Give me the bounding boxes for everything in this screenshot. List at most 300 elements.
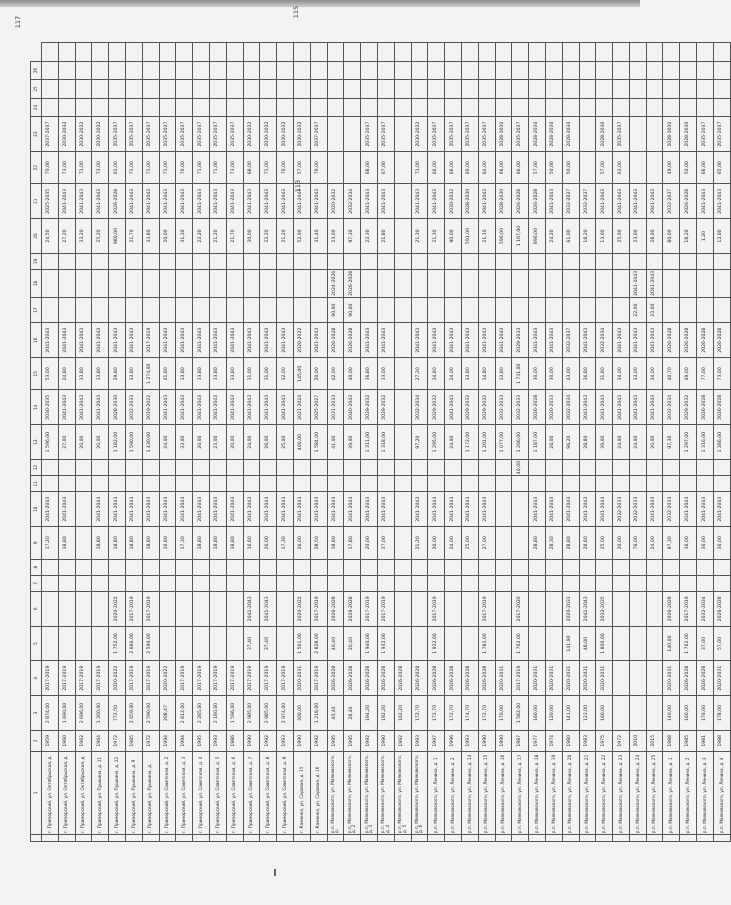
address-cell: р.п. Маяковского, ул. Ленина, д. 25 bbox=[646, 751, 663, 834]
table-cell: 2031-2033 bbox=[327, 390, 344, 425]
table-cell bbox=[697, 835, 714, 842]
table-cell bbox=[209, 835, 226, 842]
table-cell bbox=[562, 43, 579, 62]
table-cell bbox=[327, 117, 344, 152]
table-cell bbox=[260, 61, 277, 80]
table-cell: 2026-2028 bbox=[697, 323, 714, 358]
table-cell: 2020-2031 bbox=[579, 661, 596, 696]
table-cell bbox=[377, 459, 394, 475]
table-cell: 21,70 bbox=[226, 219, 243, 254]
header-cell: 21 bbox=[31, 184, 42, 219]
table-cell bbox=[310, 98, 327, 117]
table-cell bbox=[428, 80, 445, 99]
table-cell: 2041-2043 bbox=[579, 492, 596, 527]
table-cell bbox=[512, 270, 529, 298]
header-cell: 25 bbox=[31, 80, 42, 99]
table-cell: 170,00 bbox=[495, 696, 512, 731]
address-cell: р.п. Маяковского, ул. Ленина, д. 23 bbox=[613, 751, 630, 834]
table-cell bbox=[75, 43, 92, 62]
table-cell bbox=[428, 559, 445, 575]
table-cell bbox=[226, 61, 243, 80]
table-cell: 1994 bbox=[176, 730, 193, 751]
table-cell: 2017-2019 bbox=[377, 591, 394, 626]
table-cell bbox=[226, 270, 243, 298]
table-cell bbox=[629, 626, 646, 661]
table-cell bbox=[562, 98, 579, 117]
table-cell bbox=[529, 253, 546, 269]
table-cell: 2035-2037 bbox=[445, 117, 462, 152]
table-cell bbox=[226, 98, 243, 117]
table-row bbox=[293, 43, 310, 842]
table-cell: 97,30 bbox=[663, 527, 680, 559]
table-cell: 71,00 bbox=[411, 152, 428, 184]
table-cell bbox=[142, 835, 159, 842]
table-cell bbox=[545, 43, 562, 62]
table-cell: 2041-2043 bbox=[646, 492, 663, 527]
table-cell: 2041-2043 bbox=[109, 323, 126, 358]
table-cell: 2017-2019 bbox=[277, 661, 294, 696]
table-cell: 26,00 bbox=[260, 425, 277, 460]
table-cell: 2032-2033 bbox=[125, 390, 142, 425]
table-cell bbox=[75, 270, 92, 298]
table-cell: 2041-2043 bbox=[42, 323, 59, 358]
table-cell: 18,80 bbox=[142, 527, 159, 559]
table-cell bbox=[310, 43, 327, 62]
table-cell: 36,00 bbox=[680, 527, 697, 559]
table-cell: 1975 bbox=[596, 730, 613, 751]
table-cell bbox=[176, 98, 193, 117]
table-row bbox=[344, 43, 361, 842]
table-cell: 1 316,00 bbox=[697, 425, 714, 460]
table-cell bbox=[344, 61, 361, 80]
table-cell: 2026-2028 bbox=[344, 661, 361, 696]
table-cell: 2041-2043 bbox=[411, 492, 428, 527]
table-cell: 71,00 bbox=[125, 152, 142, 184]
table-cell bbox=[629, 253, 646, 269]
table-cell: 76,00 bbox=[629, 527, 646, 559]
table-cell bbox=[209, 253, 226, 269]
table-cell: 2041-2043 bbox=[629, 323, 646, 358]
header-cell: 24 bbox=[31, 98, 42, 117]
address-cell: г. Приморский, ул. Советская, д. 6 bbox=[226, 751, 243, 834]
page-number-middle: 113 bbox=[294, 179, 303, 193]
table-cell: 2032-2033 bbox=[512, 390, 529, 425]
table-cell: 1992 bbox=[361, 730, 378, 751]
table-cell: 66,00 bbox=[428, 152, 445, 184]
table-cell bbox=[92, 459, 109, 475]
table-cell bbox=[159, 43, 176, 62]
table-cell bbox=[461, 270, 478, 298]
table-cell bbox=[361, 43, 378, 62]
table-cell bbox=[327, 43, 344, 62]
table-cell: 2 590,00 bbox=[142, 696, 159, 731]
table-cell bbox=[394, 459, 411, 475]
table-cell bbox=[293, 476, 310, 492]
table-cell bbox=[42, 253, 59, 269]
table-cell bbox=[713, 476, 730, 492]
table-cell bbox=[277, 476, 294, 492]
table-cell: 28,80 bbox=[579, 527, 596, 559]
table-cell bbox=[42, 626, 59, 661]
table-cell bbox=[226, 253, 243, 269]
table-cell: 2032-2037 bbox=[562, 184, 579, 219]
table-cell bbox=[75, 80, 92, 99]
table-cell bbox=[344, 559, 361, 575]
table-cell: 24,00 bbox=[613, 425, 630, 460]
table-cell bbox=[394, 527, 411, 559]
table-cell bbox=[478, 575, 495, 591]
table-cell bbox=[529, 98, 546, 117]
table-cell bbox=[361, 459, 378, 475]
table-cell bbox=[344, 476, 361, 492]
table-cell: 2041-2043 bbox=[159, 492, 176, 527]
table-cell: 1985 bbox=[680, 730, 697, 751]
table-cell: 2032-2037 bbox=[663, 184, 680, 219]
table-cell: 2035-2037 bbox=[428, 117, 445, 152]
table-cell bbox=[579, 80, 596, 99]
table-cell: 172,70 bbox=[411, 696, 428, 731]
table-body bbox=[42, 43, 731, 842]
table-cell: 2 812,00 bbox=[176, 696, 193, 731]
table-cell bbox=[629, 98, 646, 117]
table-cell: 52,00 bbox=[293, 219, 310, 254]
table-cell: 66,00 bbox=[697, 152, 714, 184]
table-cell bbox=[109, 575, 126, 591]
table-cell bbox=[42, 297, 59, 322]
table-cell: 2017-2019 bbox=[428, 591, 445, 626]
table-cell bbox=[596, 559, 613, 575]
table-cell bbox=[445, 43, 462, 62]
table-cell bbox=[159, 559, 176, 575]
table-cell: 22,20 bbox=[260, 219, 277, 254]
table-cell: 2041-2043 bbox=[545, 184, 562, 219]
table-cell: 33,00 bbox=[377, 358, 394, 390]
table-cell bbox=[495, 61, 512, 80]
table-cell: 39,00 bbox=[596, 425, 613, 460]
table-cell: 1959 bbox=[42, 730, 59, 751]
address-cell: р.п. Маяковского, ул. Ленина, д. 16 bbox=[495, 751, 512, 834]
table-cell: 172,70 bbox=[478, 696, 495, 731]
table-cell bbox=[310, 575, 327, 591]
table-cell: 77,00 bbox=[697, 358, 714, 390]
table-cell: 2029-2033 bbox=[512, 323, 529, 358]
table-cell bbox=[344, 575, 361, 591]
table-cell: 14,80 bbox=[478, 358, 495, 390]
table-cell: 2017-2019 bbox=[209, 661, 226, 696]
table-cell bbox=[697, 43, 714, 62]
table-cell: 2020-2022 bbox=[293, 323, 310, 358]
table-cell bbox=[193, 270, 210, 298]
table-cell bbox=[394, 297, 411, 322]
table-cell: 2028-2030 bbox=[680, 117, 697, 152]
table-cell: 1995 bbox=[344, 730, 361, 751]
table-cell bbox=[629, 696, 646, 731]
table-cell: 1981 bbox=[697, 730, 714, 751]
table-cell bbox=[243, 835, 260, 842]
table-cell bbox=[125, 270, 142, 298]
table-cell: 1990 bbox=[478, 730, 495, 751]
table-cell bbox=[512, 476, 529, 492]
table-row bbox=[394, 43, 411, 842]
table-cell: 2041-2043 bbox=[125, 184, 142, 219]
table-cell: 1974 bbox=[545, 730, 562, 751]
header-cell: 17 bbox=[31, 297, 42, 322]
table-cell bbox=[445, 591, 462, 626]
table-cell: 2028-2030 bbox=[529, 117, 546, 152]
table-cell: 23,00 bbox=[209, 425, 226, 460]
table-cell: 2020-2031 bbox=[562, 591, 579, 626]
table-cell bbox=[697, 297, 714, 322]
table-cell bbox=[428, 43, 445, 62]
table-cell: 2041-2043 bbox=[58, 492, 75, 527]
table-cell: 1997 bbox=[428, 730, 445, 751]
table-cell: 2041-2043 bbox=[613, 184, 630, 219]
table-cell bbox=[680, 476, 697, 492]
table-cell bbox=[495, 98, 512, 117]
table-cell bbox=[277, 297, 294, 322]
table-cell: 172,70 bbox=[445, 696, 462, 731]
table-cell: 25,00 bbox=[461, 527, 478, 559]
table-cell: 2041-2043 bbox=[478, 323, 495, 358]
table-cell bbox=[193, 253, 210, 269]
table-cell: 1 940,00 bbox=[361, 626, 378, 661]
table-row bbox=[529, 43, 546, 842]
address-cell: р.п. Маяковского, ул. Ленина, д. 15 bbox=[478, 751, 495, 834]
table-cell bbox=[226, 459, 243, 475]
table-cell bbox=[680, 270, 697, 298]
table-cell: 1994 bbox=[159, 730, 176, 751]
table-cell: 208,47 bbox=[159, 696, 176, 731]
table-cell: 2020-2031 bbox=[663, 661, 680, 696]
table-cell: 2017-2019 bbox=[226, 661, 243, 696]
table-cell bbox=[680, 459, 697, 475]
table-cell bbox=[495, 835, 512, 842]
table-cell bbox=[529, 297, 546, 322]
table-cell: 2025-2027 bbox=[310, 390, 327, 425]
table-cell: 23,00 bbox=[646, 297, 663, 322]
table-cell: 33,80 bbox=[176, 358, 193, 390]
table-cell bbox=[646, 559, 663, 575]
table-cell bbox=[377, 61, 394, 80]
table-row bbox=[445, 43, 462, 842]
table-cell: 2041-2043 bbox=[243, 323, 260, 358]
table-cell: 1992 bbox=[260, 730, 277, 751]
table-cell: 65,00 bbox=[713, 152, 730, 184]
table-cell: 2030-2032 bbox=[92, 117, 109, 152]
table-cell bbox=[92, 559, 109, 575]
table-cell: 2041-2043 bbox=[58, 184, 75, 219]
table-cell bbox=[260, 459, 277, 475]
table-cell: 71,00 bbox=[193, 152, 210, 184]
table-cell bbox=[243, 43, 260, 62]
table-cell: 49,00 bbox=[680, 358, 697, 390]
table-cell: 2020-2022 bbox=[293, 591, 310, 626]
table-cell bbox=[495, 476, 512, 492]
table-cell: 2026-2028 bbox=[327, 323, 344, 358]
table-cell: 160,00 bbox=[596, 696, 613, 731]
table-cell: 1964 bbox=[92, 730, 109, 751]
table-cell: 2041-2043 bbox=[310, 492, 327, 527]
table-cell bbox=[293, 835, 310, 842]
header-cell: 18 bbox=[31, 270, 42, 298]
table-cell: 1 731,00 bbox=[512, 358, 529, 390]
table-cell bbox=[109, 61, 126, 80]
table-cell: 2041-2043 bbox=[713, 492, 730, 527]
table-cell bbox=[327, 559, 344, 575]
table-cell bbox=[109, 253, 126, 269]
table-cell: 24,00 bbox=[159, 425, 176, 460]
table-cell: 2041-2043 bbox=[159, 323, 176, 358]
table-cell: 21,80 bbox=[377, 219, 394, 254]
table-cell: 2041-2043 bbox=[193, 492, 210, 527]
table-cell bbox=[596, 297, 613, 322]
table-cell bbox=[209, 270, 226, 298]
table-cell: 1 295,00 bbox=[428, 425, 445, 460]
address-cell: р.п. Маяковского, ул. Ленина, д. 22 bbox=[596, 751, 613, 834]
table-cell: 2041-2043 bbox=[243, 591, 260, 626]
table-cell: 2026-2028 bbox=[394, 661, 411, 696]
table-cell: 27,00 bbox=[58, 425, 75, 460]
table-row bbox=[596, 43, 613, 842]
table-cell: 30,00 bbox=[243, 219, 260, 254]
table-cell: 2026-2028 bbox=[697, 390, 714, 425]
table-cell bbox=[243, 575, 260, 591]
table-cell bbox=[545, 476, 562, 492]
table-row bbox=[243, 43, 260, 842]
table-cell: 33,80 bbox=[75, 358, 92, 390]
table-cell bbox=[176, 270, 193, 298]
table-cell bbox=[629, 61, 646, 80]
table-cell bbox=[545, 835, 562, 842]
table-cell bbox=[461, 591, 478, 626]
table-cell: 2040-2043 bbox=[344, 390, 361, 425]
table-cell: 2026-2028 bbox=[377, 661, 394, 696]
table-cell: 2041-2043 bbox=[58, 390, 75, 425]
table-cell bbox=[226, 80, 243, 99]
table-cell bbox=[596, 80, 613, 99]
table-cell: 2035-2037 bbox=[377, 117, 394, 152]
table-cell bbox=[260, 835, 277, 842]
address-cell: г. Приморский, ул. Пушкина, д. 9 bbox=[125, 751, 142, 834]
table-cell: 2041-2043 bbox=[209, 323, 226, 358]
table-cell bbox=[377, 575, 394, 591]
table-cell: 2017-2019 bbox=[478, 591, 495, 626]
table-cell: 73,00 bbox=[713, 358, 730, 390]
table-cell: 2041-2043 bbox=[629, 184, 646, 219]
table-cell bbox=[680, 297, 697, 322]
table-cell bbox=[58, 575, 75, 591]
table-cell: 1972 bbox=[613, 730, 630, 751]
table-cell: 21,20 bbox=[277, 219, 294, 254]
table-cell: 28,80 bbox=[579, 425, 596, 460]
table-cell: 2041-2043 bbox=[545, 492, 562, 527]
table-cell: 2041-2043 bbox=[260, 323, 277, 358]
table-cell: 1962 bbox=[75, 730, 92, 751]
table-cell: 31,30 bbox=[176, 219, 193, 254]
table-cell: 90,00 bbox=[327, 297, 344, 322]
table-cell bbox=[142, 476, 159, 492]
table-cell: 31,40 bbox=[310, 219, 327, 254]
table-cell bbox=[42, 80, 59, 99]
table-cell bbox=[226, 559, 243, 575]
table-cell: 2035-2037 bbox=[478, 117, 495, 152]
table-cell: 2041-2043 bbox=[75, 390, 92, 425]
table-cell bbox=[512, 575, 529, 591]
table-cell bbox=[680, 98, 697, 117]
table-cell: 2026-2028 bbox=[428, 661, 445, 696]
table-cell bbox=[613, 80, 630, 99]
table-cell bbox=[596, 835, 613, 842]
table-cell: 2035-2037 bbox=[209, 117, 226, 152]
table-cell: 73,00 bbox=[92, 152, 109, 184]
table-cell bbox=[125, 253, 142, 269]
address-cell: р.п. Маяковского, ул. Маяковского, д. 2 bbox=[344, 751, 361, 834]
table-cell bbox=[58, 80, 75, 99]
table-cell bbox=[646, 43, 663, 62]
table-cell bbox=[529, 591, 546, 626]
table-cell: 2030-2032 bbox=[293, 117, 310, 152]
table-cell: 2041-2043 bbox=[159, 184, 176, 219]
table-cell: 2026-2028 bbox=[713, 390, 730, 425]
table-cell bbox=[142, 459, 159, 475]
table-cell bbox=[461, 626, 478, 661]
table-cell: 41,80 bbox=[159, 358, 176, 390]
table-cell: 2041-2043 bbox=[529, 323, 546, 358]
table-cell bbox=[713, 61, 730, 80]
header-cell: 1 bbox=[31, 751, 42, 834]
table-cell: 24,00 bbox=[243, 425, 260, 460]
table-cell bbox=[579, 459, 596, 475]
table-cell: 2015 bbox=[646, 730, 663, 751]
table-cell: 2017-2019 bbox=[75, 661, 92, 696]
table-cell bbox=[629, 476, 646, 492]
table-cell bbox=[226, 476, 243, 492]
table-cell: 2030-2032 bbox=[411, 117, 428, 152]
table-cell: 2026-2028 bbox=[327, 661, 344, 696]
table-cell bbox=[42, 476, 59, 492]
address-cell: р.п. Маяковского, ул. Ленина, д. 21 bbox=[579, 751, 596, 834]
table-cell bbox=[327, 835, 344, 842]
table-cell: 33,80 bbox=[193, 358, 210, 390]
table-cell: 2041-2043 bbox=[596, 390, 613, 425]
table-cell: 2041-2043 bbox=[596, 492, 613, 527]
table-cell: 192,20 bbox=[377, 696, 394, 731]
table-cell bbox=[461, 835, 478, 842]
table-cell: 2026-2028 bbox=[411, 661, 428, 696]
table-cell: 1 206,00 bbox=[512, 425, 529, 460]
table-cell bbox=[142, 80, 159, 99]
table-cell bbox=[613, 626, 630, 661]
table-cell bbox=[243, 61, 260, 80]
table-cell bbox=[646, 117, 663, 152]
table-cell: 2041-2043 bbox=[243, 390, 260, 425]
table-row bbox=[613, 43, 630, 842]
table-cell: 1983 bbox=[579, 730, 596, 751]
table-cell bbox=[562, 559, 579, 575]
table-cell: 2041-2043 bbox=[361, 184, 378, 219]
table-cell bbox=[478, 476, 495, 492]
table-cell: 178,00 bbox=[713, 696, 730, 731]
table-cell: 2041-2043 bbox=[260, 591, 277, 626]
table-cell bbox=[193, 80, 210, 99]
table-row bbox=[277, 43, 294, 842]
table-cell: 2035-2037 bbox=[226, 117, 243, 152]
table-cell: 57,00 bbox=[713, 626, 730, 661]
table-cell: 18,80 bbox=[327, 527, 344, 559]
table-cell bbox=[394, 253, 411, 269]
table-cell bbox=[75, 575, 92, 591]
table-cell bbox=[629, 80, 646, 99]
